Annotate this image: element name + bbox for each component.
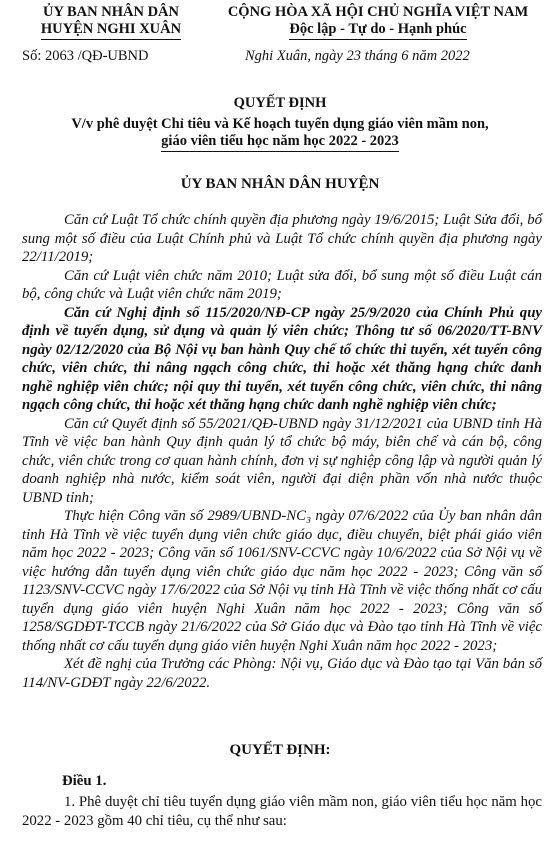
- subject-line-2: giáo viên tiểu học năm học 2022 - 2023: [161, 133, 399, 152]
- preamble-paragraph: Xét đề nghị của Trưởng các Phòng: Nội vụ, Giáo dục và Đào tạo tại Văn bản số 114/NV-GDĐT ngày 22/6/2022.: [22, 656, 542, 691]
- preamble-paragraph: Căn cứ Luật Tổ chức chính quyền địa phương ngày 19/6/2015; Luật Sửa đổi, bổ sung một số điều của Luật Chính phủ và Luật Tổ chức chính quyền địa phương ngày 22/11/2019;: [22, 212, 542, 265]
- article-1-item-1: 1. Phê duyệt chỉ tiêu tuyển dụng giáo viên mầm non, giáo viên tiểu học năm học 2022 - 2023 gồm 40 chỉ tiêu, cụ thể như sau:: [22, 794, 542, 829]
- article-1-content: [22, 793, 542, 830]
- document-type: QUYẾT ĐỊNH: [233, 95, 327, 111]
- document-subject: [0, 116, 560, 152]
- decision-heading: QUYẾT ĐỊNH:: [229, 742, 331, 758]
- preamble: [22, 211, 542, 692]
- subject-line-1: V/v phê duyệt Chỉ tiêu và Kế hoạch tuyển dụng giáo viên mầm non,: [71, 116, 489, 132]
- preamble-paragraph: Căn cứ Quyết định số 55/2021/QĐ-UBND ngày 31/12/2021 của UBND tỉnh Hà Tĩnh về việc ban hành Quy định quản lý tổ chức bộ máy, biên chế và cán bộ, công chức, viên chức trong cơ quan hành chính, đơn vị sự nghiệp công lập và người quản lý doanh nghiệp nhà nước, kiểm soát viên, người đại diện phần vốn nhà nước thuộc UBND tỉnh;: [22, 415, 542, 506]
- preamble-paragraph: Căn cứ Nghị định số 115/2020/NĐ-CP ngày 25/9/2020 của Chính Phủ quy định về tuyển dụng, sử dụng và quản lý viên chức; Thông tư số 06/2020/TT-BNV ngày 02/12/2020 của Bộ Nội vụ ban hành Quy chế tổ chức thi tuyển, xét tuyển công chức, viên chức, thi nâng ngạch công chức, thi hoặc xét thăng hạng chức danh nghề nghiệp viên chức; nội quy thi tuyển, xét tuyển công chức, viên chức, thi nâng ngạch công chức, thi hoặc xét thăng hạng chức danh nghề nghiệp viên chức;: [22, 304, 542, 413]
- agency-name-line2: HUYỆN NGHI XUÂN: [41, 21, 181, 40]
- national-header-block: [208, 4, 548, 40]
- issuing-agency-block: [26, 4, 196, 40]
- document-date: Nghi Xuân, ngày 23 tháng 6 năm 2022: [245, 48, 470, 64]
- preamble-paragraph: Thực hiện Công văn số 2989/UBND-NC₃ ngày 07/6/2022 của Ủy ban nhân dân tỉnh Hà Tĩnh về việc tuyển dụng viên chức giáo dục, điều chuyển, biệt phái giáo viên năm học 2022 - 2023; Công văn số 1061/SNV-CCVC ngày 10/6/2022 của Sở Nội vụ về việc hướng dẫn tuyển dụng viên chức giáo dục năm học 2022 - 2023; Công văn số 1123/SNV-CCVC ngày 17/6/2022 của Sở Nội vụ tỉnh Hà Tĩnh về việc thống nhất cơ cấu tuyển dụng giáo viên huyện Nghi Xuân năm học 2022 - 2023; Công văn số 1258/SGDĐT-TCCB ngày 21/6/2022 của Sở Giáo dục và Đào tạo tỉnh Hà Tĩnh về việc thống nhất cơ cấu tuyển dụng giáo viên huyện Nghi Xuân năm học 2022 - 2023;: [22, 508, 542, 654]
- national-motto: Độc lập - Tự do - Hạnh phúc: [289, 21, 466, 40]
- issuing-authority: ỦY BAN NHÂN DÂN HUYỆN: [180, 176, 380, 192]
- national-title: CỘNG HÒA XÃ HỘI CHỦ NGHĨA VIỆT NAM: [227, 4, 529, 20]
- agency-name-line1: ỦY BAN NHÂN DÂN: [42, 4, 179, 20]
- preamble-paragraph: Căn cứ Luật viên chức năm 2010; Luật sửa đổi, bổ sung một số điều Luật cán bộ, công chức và Luật viên chức năm 2019;: [22, 267, 542, 302]
- document-number: Số: 2063 /QĐ-UBND: [22, 48, 149, 64]
- article-1-heading: Điều 1.: [62, 773, 107, 789]
